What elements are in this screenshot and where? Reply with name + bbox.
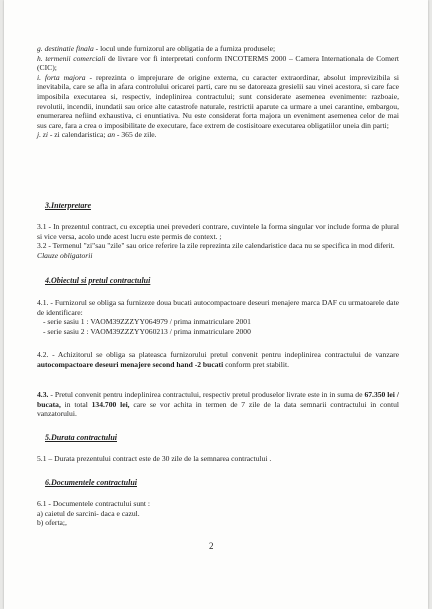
serie-sasiu-1: - serie sasiu 1 : VAOM39ZZZYY064979 / prima inmatriculare 2001 xyxy=(43,317,251,327)
section-6-body xyxy=(37,499,399,528)
page-number: 2 xyxy=(209,541,214,551)
clause-4-3: 4.3. - Pretul convenit pentru indeplinirea contractului, respectiv pretul produselor livrate este in in suma de 67.350 lei / bucata, in total 134.700 lei, care se vor achita in termen de 7 zile de la data semnarii contractului in contul vanzatorului. xyxy=(37,390,399,419)
clauze-obligatorii: Clauze obligatorii xyxy=(37,250,93,260)
clause-3-2: 3.2 - Termenul "zi"sau "zile" sau orice referire la zile reprezinta zile calendaristice daca nu se specifica in mod diferit. xyxy=(37,241,395,251)
document-item-a: a) caietul de sarcini- daca e cazul. xyxy=(37,508,140,518)
clause-3-1: 3.1 - In prezentul contract, cu exceptia unei prevederi contrare, cuvintele la forma singular vor include forma de plural si vice versa, acolo unde acest lucru este permis de context. ; xyxy=(37,222,399,241)
document-page xyxy=(4,0,428,609)
clause-5-1: 5.1 – Durata prezentului contract este de 30 zile de la semnarea contractului . xyxy=(37,454,272,463)
definition-h: h. termenii comerciali de livrare vor fi interpretati conform INCOTERMS 2000 – Camera Internationala de Comert (CIC); xyxy=(37,53,399,73)
clause-4-1: 4.1. - Furnizorul se obliga sa furnizeze doua bucati autocompactoare deseuri menajere marca DAF cu urmatoarele date de identificare: - serie sasiu 1 : VAOM39ZZZYY064979 / prima inmatriculare 2001 - serie sasiu 2 : VAOM39ZZZYY060213 / prima inmatriculare 2000 xyxy=(37,298,399,336)
definition-i: i. forta majora - reprezinta o imprejurare de origine externa, cu caracter extraordinar, absolut imprevizibila si inevitabila, care se afla in afara controlului oricarei parti, care nu se datoreaza gresielii sau vinei acestora, si care face imposibila executarea si, respectiv, indeplinirea contractului; sunt considerate asemenea evenimente: razboaie, revolutii, incendii, inundatii sau orice alte catastrofe naturale, restrictii aparute ca urmare a unei carantine, embargou, enumerarea nefiind exhaustiva, ci enuntiativa. Nu este considerat forta majora un eveniment asemenea celor de mai sus care, fara a crea o imposibilitate de executare, face extrem de costisitoare executarea obligatiilor uneia din parti; xyxy=(37,72,399,130)
serie-sasiu-2: - serie sasiu 2 : VAOM39ZZZYY060213 / prima inmatriculare 2000 xyxy=(43,326,251,336)
definition-g: g. destinatie finala - locul unde furnizorul are obligatia de a furniza produsele; xyxy=(37,44,276,53)
section-3-heading: 3.Interpretare xyxy=(45,201,91,210)
definition-j: j. zi - zi calendaristica; an - 365 de zile. xyxy=(37,130,157,140)
section-3-body xyxy=(37,222,399,260)
document-item-b: b) oferta;, xyxy=(37,518,67,528)
clause-4-2: 4.2. - Achizitorul se obliga sa plateasca furnizorului pretul convenit pentru indeplinirea contractului de vanzare autocompactoare deseuri menajere second hand -2 bucati conform pret stabilit. xyxy=(37,350,399,369)
section-5-heading: 5.Durata contractului xyxy=(45,433,118,442)
clause-6-1: 6.1 - Documentele contractului sunt : xyxy=(37,499,151,508)
section-4-heading: 4.Obiectul si pretul contractului xyxy=(45,276,151,285)
section-6-heading: 6.Documentele contractului xyxy=(45,478,137,487)
definitions-block xyxy=(37,44,399,140)
